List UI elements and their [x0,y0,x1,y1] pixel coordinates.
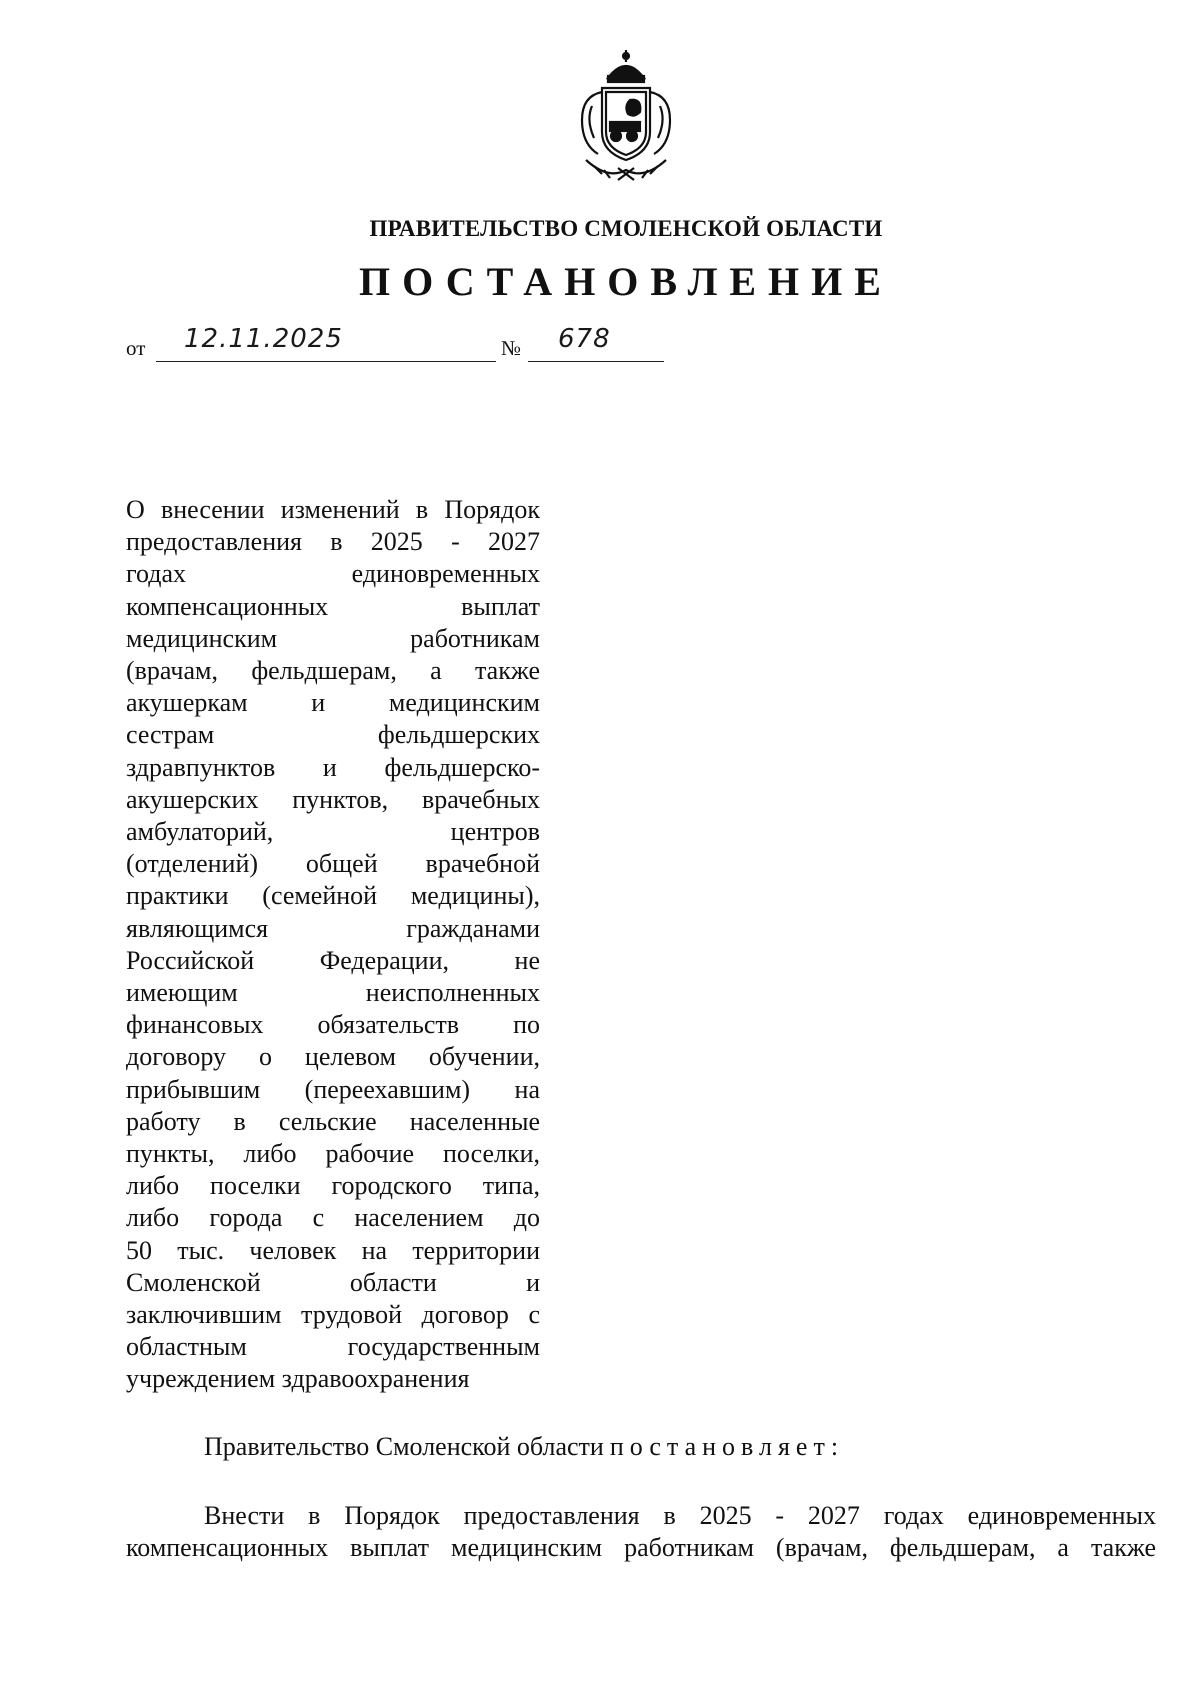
subject-line: пункты, либо рабочие поселки, [126,1139,540,1169]
document-subject [126,494,540,1396]
date-from-label: от [126,336,146,360]
document-type-title: ПОСТАНОВЛЕНИЕ [359,259,893,304]
subject-line: финансовых обязательств по [126,1010,540,1040]
subject-line: заключившим трудовой договор с [126,1300,540,1330]
subject-line: акушерских пунктов, врачебных [126,784,540,814]
date-number-line [126,324,611,366]
subject-line: годах единовременных [126,559,540,589]
subject-line: практики (семейной медицины), [126,881,540,911]
subject-line: 50 тыс. человек на территории [126,1235,540,1265]
date-underline [156,361,496,362]
subject-line: прибывшим (переехавшим) на [126,1074,540,1104]
subject-line: являющимся гражданами [126,913,540,943]
subject-line: медицинским работникам [126,623,540,653]
number-underline [528,361,664,362]
subject-line: компенсационных выплат [126,591,540,621]
subject-line: областным государственным [126,1332,540,1362]
subject-line: договору о целевом обучении, [126,1042,540,1072]
number-label: № [501,336,522,360]
subject-line: либо города с населением до [126,1203,540,1233]
subject-line: Смоленской области и [126,1267,540,1297]
subject-line: сестрам фельдшерских [126,720,540,750]
body-paragraph [126,1500,1156,1564]
handwritten-date: 12.11.2025 [184,324,343,354]
subject-line: предоставления в 2025 - 2027 [126,527,540,557]
subject-line: Российской Федерации, не [126,945,540,975]
smolensk-coat-of-arms-icon [564,48,688,186]
government-title: ПРАВИТЕЛЬСТВО СМОЛЕНСКОЙ ОБЛАСТИ [369,216,883,241]
subject-line: учреждением здравоохранения [126,1364,470,1394]
body-line: компенсационных выплат медицинским работникам (врачам, фельдшерам, а также [126,1533,1156,1563]
decree-subject: Правительство Смоленской области [204,1432,604,1461]
subject-line: либо поселки городского типа, [126,1171,540,1201]
decree-statement [204,1432,844,1462]
subject-line: работу в сельские населенные [126,1106,540,1136]
handwritten-number: 678 [558,324,611,354]
subject-line: амбулаторий, центров [126,817,540,847]
subject-line: акушеркам и медицинским [126,688,540,718]
subject-line: (отделений) общей врачебной [126,849,540,879]
subject-line: здравпунктов и фельдшерско- [126,752,540,782]
subject-line: (врачам, фельдшерам, а также [126,656,540,686]
subject-line: О внесении изменений в Порядок [126,495,540,524]
subject-line: имеющим неисполненных [126,978,540,1008]
decree-verb: постановляет: [609,1432,845,1461]
body-line: Внести в Порядок предоставления в 2025 - 2027 годах единовременных [204,1501,1156,1530]
